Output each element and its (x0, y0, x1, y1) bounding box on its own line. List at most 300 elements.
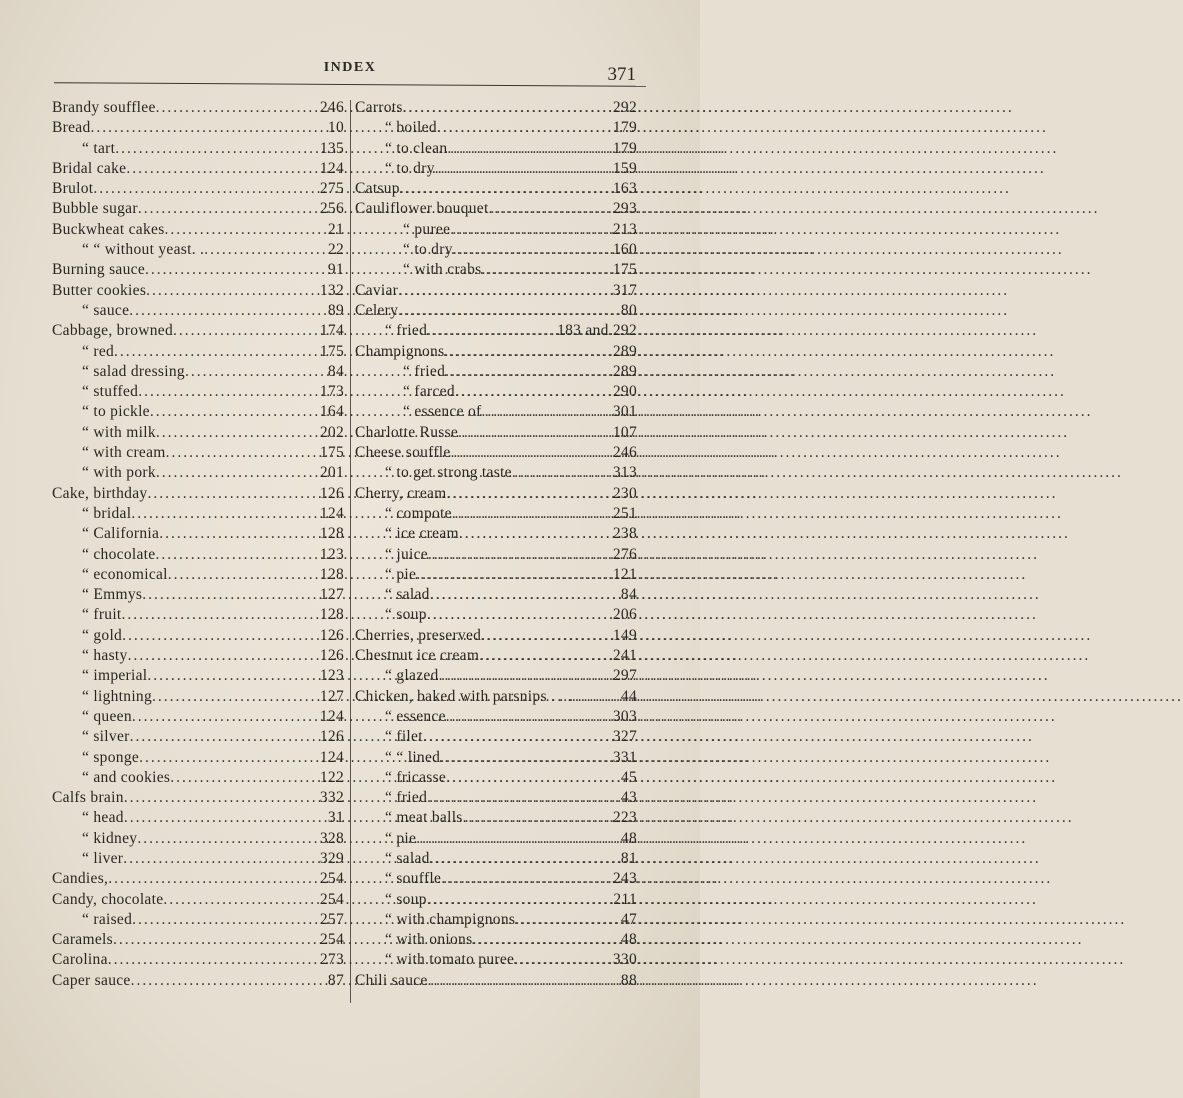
dot-leader (572, 687, 620, 707)
entry-label: “ compote (385, 504, 452, 522)
entry-page-number: 301 (612, 403, 637, 421)
index-column-left (52, 98, 344, 991)
entry-page-number: 124 (319, 707, 344, 725)
entry-label: “ essence of (403, 403, 482, 421)
entry-label: Bread (52, 119, 91, 137)
dot-leader (455, 382, 612, 402)
dot-leader (159, 524, 319, 544)
dot-leader (131, 971, 327, 991)
entry-label: “ fried (385, 789, 428, 807)
entry-page-number: 126 (319, 626, 344, 644)
index-entry (355, 504, 637, 524)
entry-label: Candies, (52, 870, 109, 888)
index-entry (52, 118, 344, 138)
entry-label: Butter cookies (52, 281, 147, 299)
entry-label: “ imperial (82, 667, 148, 685)
entry-page-number: 121 (612, 565, 637, 583)
index-entry (52, 362, 344, 382)
dot-leader (156, 423, 319, 443)
entry-label: Cherries, preserved (355, 626, 482, 644)
entry-label: “ farced (403, 383, 455, 401)
entry-page-number: 276 (612, 545, 637, 563)
dot-leader (447, 139, 611, 159)
dot-leader (93, 179, 318, 199)
dot-leader (132, 910, 319, 930)
entry-page-number: 43 (620, 789, 637, 807)
index-entry (52, 605, 344, 625)
entry-label: “ fried (385, 322, 428, 340)
page-number: 371 (607, 64, 636, 85)
entry-page-number: 89 (327, 301, 344, 319)
index-entry (52, 524, 344, 544)
index-entry (355, 565, 637, 585)
entry-label: “ glazed (385, 667, 439, 685)
index-entry (355, 179, 637, 199)
entry-label: “ chocolate (82, 545, 156, 563)
index-entry (355, 890, 637, 910)
index-entry (355, 666, 637, 686)
index-entry (52, 199, 344, 219)
index-entry (52, 971, 344, 991)
index-entry (355, 545, 637, 565)
entry-label: “ salad dressing (82, 362, 185, 380)
dot-leader (441, 869, 612, 889)
dot-leader (124, 788, 319, 808)
entry-page-number: 328 (319, 829, 344, 847)
entry-label: “ and cookies (82, 768, 171, 786)
entry-page-number: 175 (319, 342, 344, 360)
index-entry (52, 240, 344, 260)
dot-leader (163, 890, 318, 910)
entry-page-number: 246 (612, 444, 637, 462)
dot-leader (430, 585, 620, 605)
entry-label: “ “ without yeast. . (82, 241, 205, 259)
dot-leader (166, 443, 319, 463)
entry-page-number: 213 (612, 220, 637, 238)
entry-label: “ boiled (385, 119, 437, 137)
entry-label: Caper sauce (52, 971, 131, 989)
dot-leader (428, 971, 620, 991)
entry-page-number: 159 (612, 159, 637, 177)
entry-page-number: 329 (319, 849, 344, 867)
dot-leader (108, 950, 319, 970)
index-entry (52, 565, 344, 585)
index-entry (52, 321, 344, 341)
entry-page-number: 127 (319, 687, 344, 705)
entry-page-number: 275 (319, 180, 344, 198)
entry-page-number: 230 (612, 484, 637, 502)
entry-page-number: 48 (620, 931, 637, 949)
entry-label: Chili sauce (355, 971, 428, 989)
entry-page-number: 45 (620, 768, 637, 786)
entry-page-number: 126 (319, 484, 344, 502)
index-entry (52, 626, 344, 646)
entry-label: Chestnut ice cream (355, 647, 480, 665)
entry-page-number: 164 (319, 403, 344, 421)
index-entry (52, 646, 344, 666)
index-entry (355, 808, 637, 828)
index-entry (355, 524, 637, 544)
index-entry (355, 748, 637, 768)
index-entry (355, 342, 637, 362)
entry-label: “ liver (82, 849, 124, 867)
entry-label: Carrots (355, 99, 403, 116)
entry-label: Champignons (355, 342, 445, 360)
dot-leader (114, 342, 319, 362)
entry-label: “ to dry (403, 241, 453, 259)
index-entry (355, 260, 637, 280)
dot-leader (122, 626, 319, 646)
entry-label: Cake, birthday (52, 484, 148, 502)
entry-page-number: 183 and 292 (557, 322, 637, 340)
entry-label: “ lightning (82, 687, 153, 705)
entry-page-number: 126 (319, 647, 344, 665)
index-entry (52, 768, 344, 788)
dot-leader (482, 260, 612, 280)
entry-page-number: 332 (319, 789, 344, 807)
entry-page-number: 44 (620, 687, 637, 705)
entry-label: “ queen (82, 707, 132, 725)
entry-page-number: 173 (319, 383, 344, 401)
dot-leader (150, 402, 319, 422)
index-entry (52, 748, 344, 768)
entry-label: “ hasty (82, 647, 128, 665)
dot-leader (451, 443, 612, 463)
entry-label: “ fruit (82, 606, 122, 624)
dot-leader (416, 565, 612, 585)
dot-leader (170, 768, 319, 788)
dot-leader (126, 159, 319, 179)
entry-label: “ juice (385, 545, 428, 563)
entry-label: “ pie (385, 829, 417, 847)
dot-leader (122, 605, 319, 625)
index-entry (355, 930, 637, 950)
entry-page-number: 175 (612, 261, 637, 279)
index-entry (52, 788, 344, 808)
dot-leader (450, 220, 612, 240)
entry-label: “ salad (385, 586, 430, 604)
entry-page-number: 80 (620, 301, 637, 319)
dot-leader (444, 342, 611, 362)
entry-label: Cauliflower bouquet (355, 200, 489, 218)
dot-leader (138, 382, 319, 402)
index-entry (52, 443, 344, 463)
entry-label: “ bridal (82, 504, 132, 522)
dot-leader (156, 98, 319, 118)
dot-leader (145, 260, 327, 280)
dot-leader (130, 727, 319, 747)
index-entry (52, 402, 344, 422)
entry-label: Cabbage, browned (52, 322, 174, 340)
entry-label: “ “ lined (385, 748, 441, 766)
entry-page-number: 273 (319, 951, 344, 969)
dot-leader (108, 869, 319, 889)
index-entry (355, 829, 637, 849)
dot-leader (458, 423, 612, 443)
dot-leader (445, 362, 612, 382)
index-entry (355, 707, 637, 727)
entry-page-number: 84 (327, 362, 344, 380)
dot-leader (124, 808, 327, 828)
entry-page-number: 241 (612, 647, 637, 665)
entry-page-number: 126 (319, 728, 344, 746)
entry-label: “ with crabs (403, 261, 482, 279)
dot-leader (155, 545, 318, 565)
index-entry (52, 301, 344, 321)
entry-label: Caviar (355, 281, 399, 299)
entry-page-number: 22 (327, 241, 344, 259)
dot-leader (427, 788, 620, 808)
index-entry (52, 260, 344, 280)
dot-leader (115, 139, 319, 159)
entry-label: “ to dry (385, 159, 435, 177)
index-entry (52, 869, 344, 889)
entry-label: “ with champignons (385, 910, 516, 928)
dot-leader (147, 666, 318, 686)
index-entry (52, 930, 344, 950)
dot-leader (472, 930, 619, 950)
dot-leader (453, 240, 612, 260)
index-entry (355, 321, 637, 341)
entry-page-number: 91 (327, 261, 344, 279)
entry-page-number: 292 (612, 99, 637, 116)
index-entry (355, 727, 637, 747)
entry-page-number: 251 (612, 504, 637, 522)
entry-label: “ ice cream (385, 525, 459, 543)
entry-page-number: 201 (319, 464, 344, 482)
index-entry (355, 849, 637, 869)
entry-label: “ economical (82, 565, 168, 583)
index-entry (52, 808, 344, 828)
index-entry (355, 362, 637, 382)
dot-leader (185, 362, 327, 382)
entry-page-number: 330 (612, 951, 637, 969)
entry-label: “ with tomato puree (385, 951, 515, 969)
entry-label: “ fricasse (385, 768, 447, 786)
index-column-right (355, 98, 637, 991)
index-entry (355, 646, 637, 666)
dot-leader (173, 321, 319, 341)
entry-label: Charlotte Russe (355, 423, 459, 441)
index-entry (52, 585, 344, 605)
entry-page-number: 293 (612, 200, 637, 218)
dot-leader (489, 199, 612, 219)
dot-leader (132, 707, 319, 727)
index-entry (355, 139, 637, 159)
dot-leader (435, 159, 612, 179)
entry-label: “ tart (82, 139, 116, 157)
dot-leader (459, 524, 612, 544)
index-entry (355, 768, 637, 788)
dot-leader (481, 626, 612, 646)
dot-leader (142, 585, 319, 605)
index-entry (52, 179, 344, 199)
index-entry (52, 220, 344, 240)
dot-leader (398, 281, 612, 301)
index-entry (52, 545, 344, 565)
index-entry (355, 463, 637, 483)
dot-leader (131, 504, 319, 524)
entry-page-number: 175 (319, 444, 344, 462)
entry-label: Brulot (52, 180, 94, 198)
entry-page-number: 313 (612, 464, 637, 482)
index-entry (52, 281, 344, 301)
entry-label: “ puree (403, 220, 451, 238)
entry-page-number: 163 (612, 180, 637, 198)
index-entry (355, 788, 637, 808)
index-entry (355, 443, 637, 463)
entry-page-number: 254 (319, 931, 344, 949)
entry-page-number: 160 (612, 241, 637, 259)
index-entry (52, 950, 344, 970)
index-entry (355, 159, 637, 179)
entry-page-number: 132 (319, 281, 344, 299)
dot-leader (427, 321, 556, 341)
index-entry (52, 504, 344, 524)
entry-page-number: 123 (319, 545, 344, 563)
dot-leader (427, 605, 612, 625)
index-entry (52, 423, 344, 443)
index-entry (52, 139, 344, 159)
entry-page-number: 297 (612, 667, 637, 685)
entry-label: “ to get strong taste (385, 464, 512, 482)
entry-label: “ with milk (82, 423, 156, 441)
index-entry (355, 301, 637, 321)
entry-page-number: 47 (620, 910, 637, 928)
index-entry (355, 402, 637, 422)
index-entry (355, 869, 637, 889)
index-entry (52, 910, 344, 930)
entry-label: “ with pork (82, 464, 156, 482)
entry-page-number: 331 (612, 748, 637, 766)
index-entry (52, 890, 344, 910)
index-entry (355, 910, 637, 930)
entry-page-number: 211 (613, 890, 637, 908)
index-entry (52, 382, 344, 402)
index-entry (355, 484, 637, 504)
entry-page-number: 122 (319, 768, 344, 786)
entry-page-number: 289 (612, 362, 637, 380)
entry-label: “ essence (385, 707, 446, 725)
entry-page-number: 202 (319, 423, 344, 441)
entry-page-number: 124 (319, 504, 344, 522)
dot-leader (400, 179, 612, 199)
dot-leader (204, 240, 327, 260)
header-rule (54, 82, 646, 87)
entry-label: “ pie (385, 565, 417, 583)
entry-label: Carolina (52, 951, 108, 969)
dot-leader (481, 402, 611, 422)
dot-leader (515, 910, 620, 930)
index-entry (355, 605, 637, 625)
entry-label: “ soup (385, 890, 427, 908)
entry-label: “ with onions (385, 931, 473, 949)
entry-label: “ salad (385, 849, 430, 867)
entry-label: Caramels (52, 931, 113, 949)
dot-leader (147, 484, 318, 504)
entry-label: “ silver (82, 728, 130, 746)
entry-label: Bridal cake (52, 159, 127, 177)
entry-label: “ raised (82, 910, 133, 928)
dot-leader (446, 768, 620, 788)
entry-page-number: 254 (319, 890, 344, 908)
entry-page-number: 223 (612, 809, 637, 827)
index-entry (355, 220, 637, 240)
entry-label: “ meat balls (385, 809, 463, 827)
entry-page-number: 257 (319, 910, 344, 928)
entry-label: “ sauce (82, 301, 130, 319)
dot-leader (91, 118, 327, 138)
index-entry (52, 727, 344, 747)
entry-page-number: 238 (612, 525, 637, 543)
index-entry (355, 281, 637, 301)
entry-page-number: 128 (319, 606, 344, 624)
dot-leader (168, 565, 319, 585)
dot-leader (439, 666, 612, 686)
dot-leader (123, 849, 319, 869)
entry-page-number: 21 (327, 220, 344, 238)
entry-page-number: 246 (319, 99, 344, 116)
entry-page-number: 84 (620, 586, 637, 604)
dot-leader (165, 220, 327, 240)
entry-page-number: 290 (612, 383, 637, 401)
entry-page-number: 149 (612, 626, 637, 644)
index-entry (355, 199, 637, 219)
dot-leader (129, 301, 327, 321)
index-entry (52, 98, 344, 118)
dot-leader (139, 748, 319, 768)
entry-page-number: 289 (612, 342, 637, 360)
entry-label: “ filet (385, 728, 423, 746)
dot-leader (416, 829, 620, 849)
entry-label: “ to clean (385, 139, 448, 157)
dot-leader (514, 950, 612, 970)
dot-leader (152, 687, 319, 707)
dot-leader (512, 463, 612, 483)
dot-leader (128, 646, 319, 666)
index-entry (355, 585, 637, 605)
entry-page-number: 128 (319, 565, 344, 583)
dot-leader (398, 301, 620, 321)
entry-label: Buckwheat cakes (52, 220, 165, 238)
entry-label: Cherry, cream (355, 484, 447, 502)
entry-page-number: 179 (612, 139, 637, 157)
entry-label: “ sponge (82, 748, 140, 766)
index-entry (355, 626, 637, 646)
index-entry (52, 849, 344, 869)
entry-page-number: 31 (327, 809, 344, 827)
dot-leader (138, 199, 319, 219)
entry-label: Brandy soufflee (52, 99, 156, 116)
entry-label: “ fried (403, 362, 446, 380)
dot-leader (479, 646, 612, 666)
dot-leader (446, 707, 612, 727)
index-entry (52, 687, 344, 707)
index-entry (52, 484, 344, 504)
entry-label: Cheese souffle (355, 444, 451, 462)
entry-page-number: 303 (612, 707, 637, 725)
entry-label: “ to pickle (82, 403, 150, 421)
entry-page-number: 256 (319, 200, 344, 218)
entry-label: Catsup (355, 180, 400, 198)
dot-leader (447, 484, 612, 504)
dot-leader (113, 930, 319, 950)
entry-label: Candy, chocolate (52, 890, 164, 908)
entry-label: Calfs brain (52, 789, 124, 807)
entry-page-number: 107 (612, 423, 637, 441)
entry-page-number: 317 (612, 281, 637, 299)
entry-page-number: 124 (319, 159, 344, 177)
